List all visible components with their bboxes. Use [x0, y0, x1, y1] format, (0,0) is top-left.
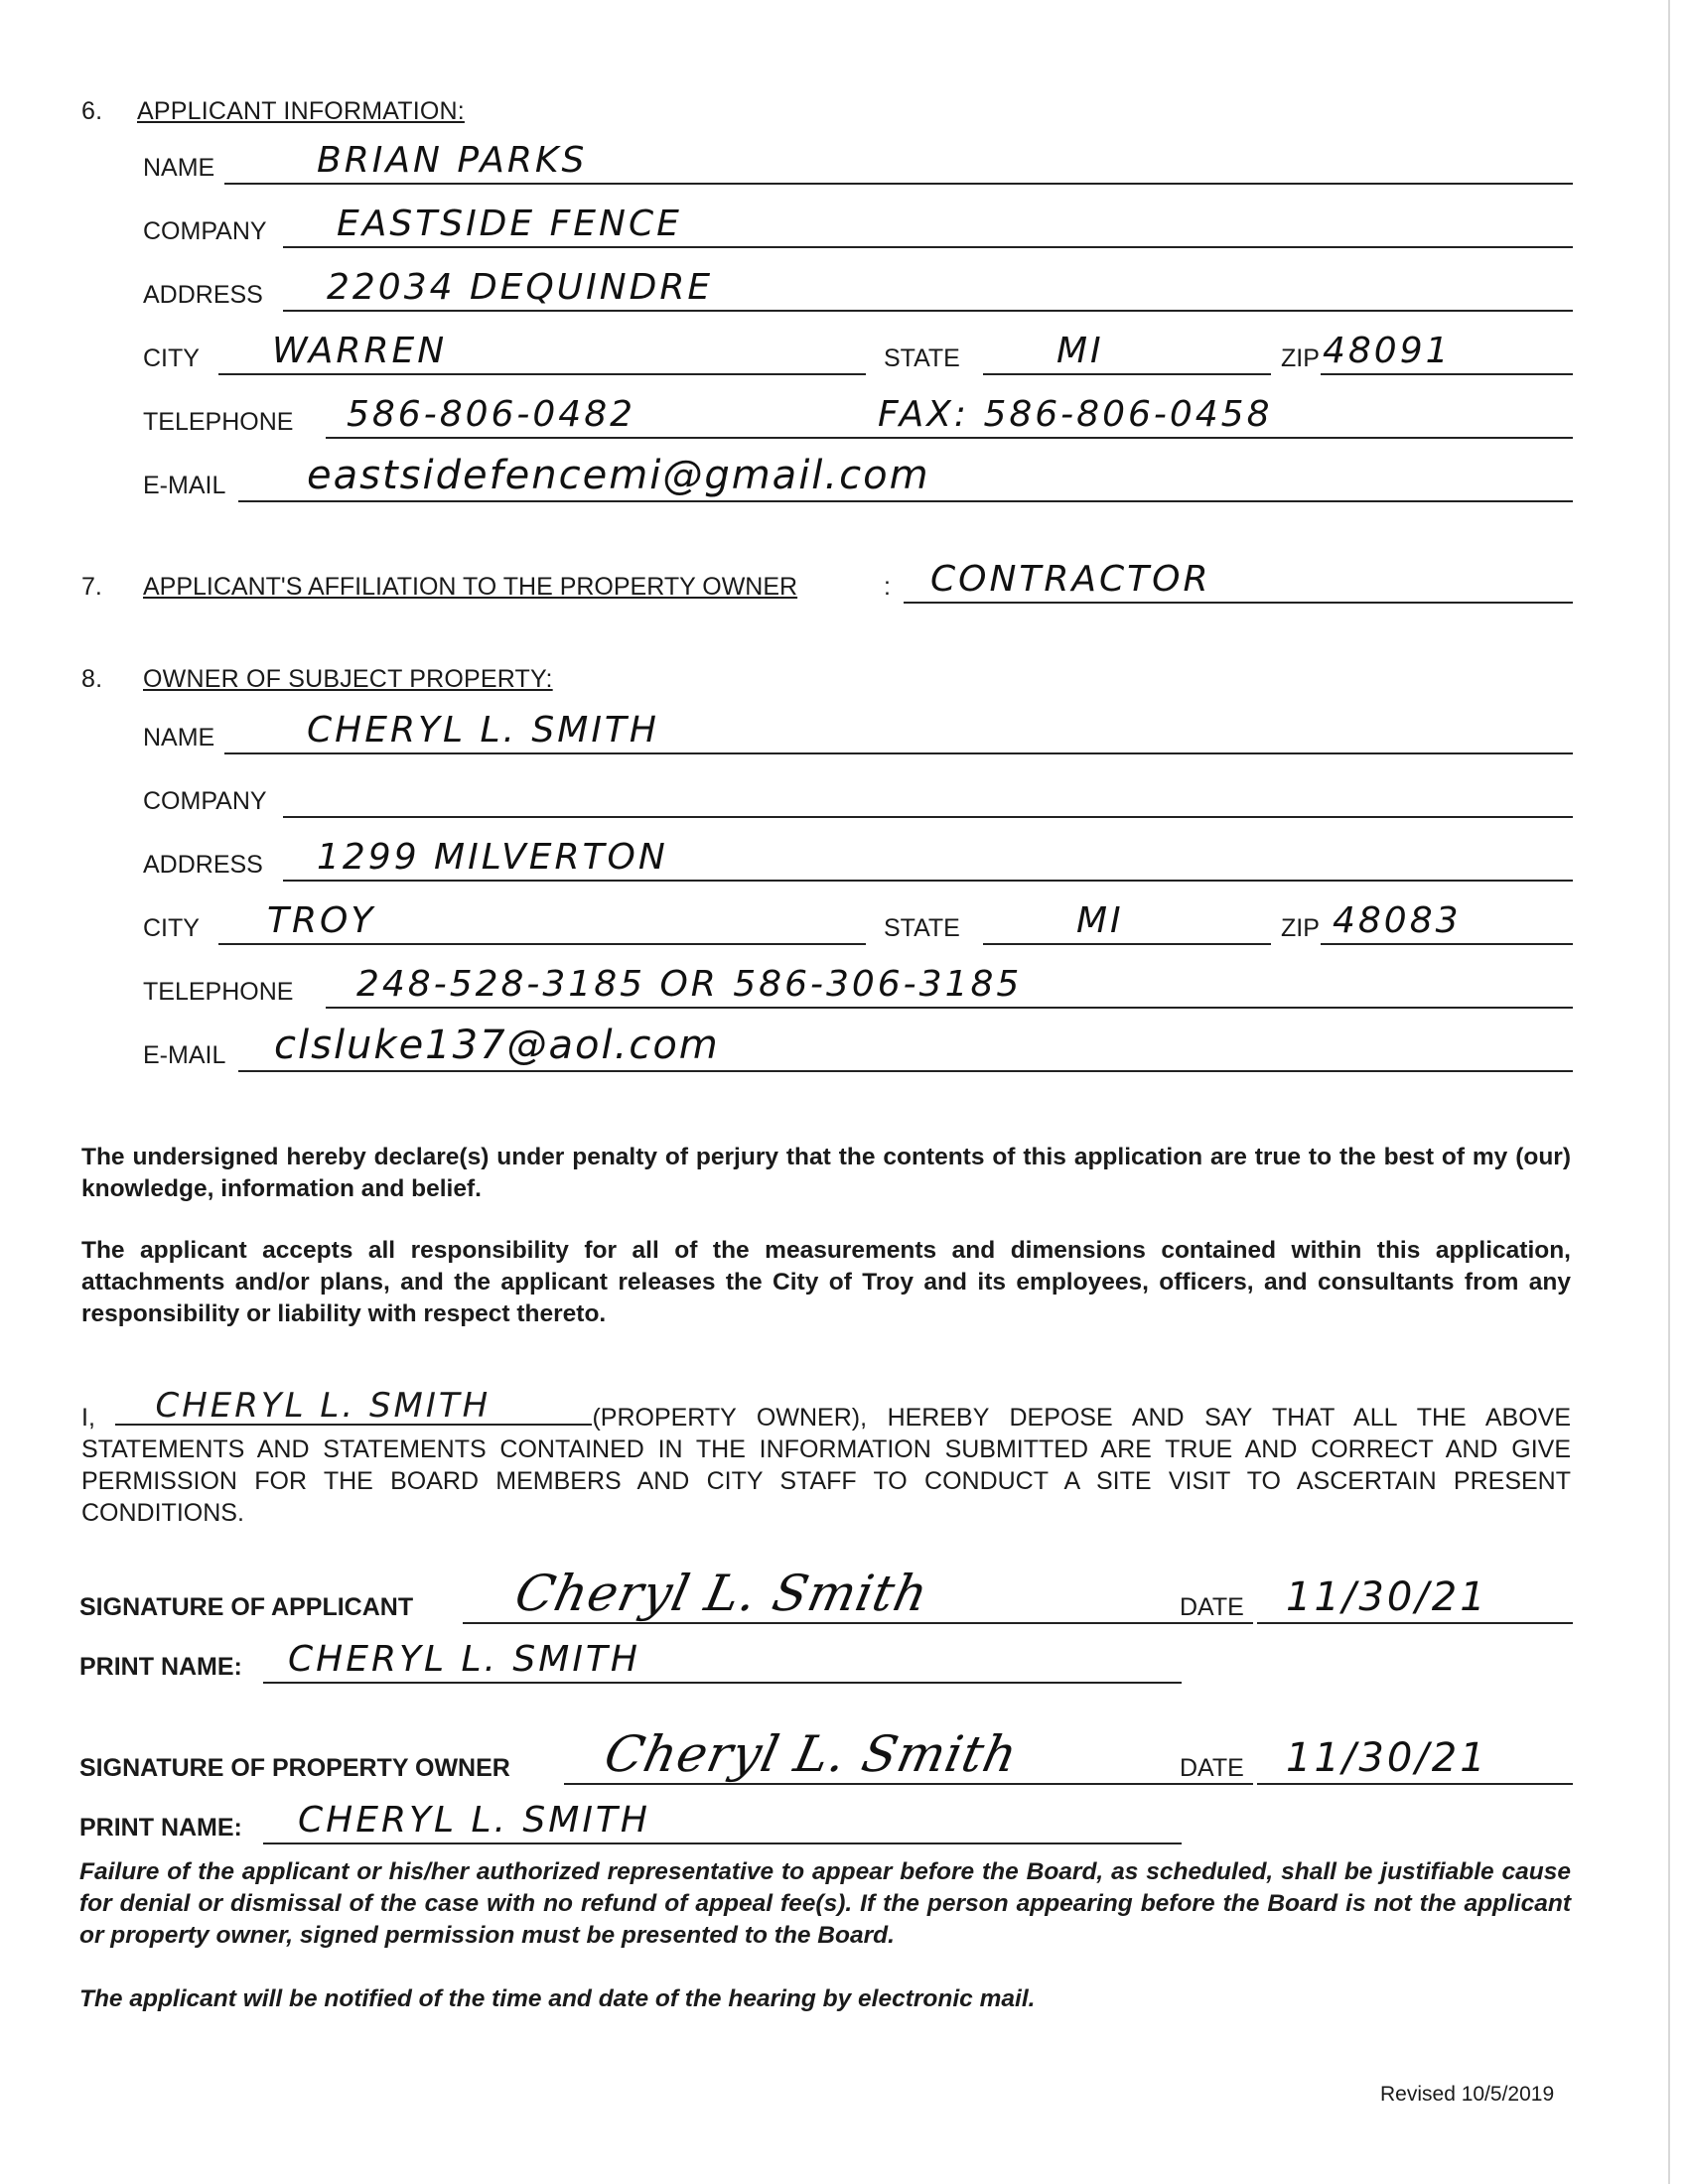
field-label: DATE: [1180, 1593, 1244, 1621]
applicant-fax-value: FAX: 586-806-0458: [878, 394, 1273, 435]
deposition-name-value: CHERYL L. SMITH: [155, 1386, 492, 1426]
field-label: STATE: [884, 914, 960, 942]
deposition-text: (PROPERTY OWNER), HEREBY DEPOSE AND SAY THAT ALL THE ABOVE STATEMENTS AND STATEMENTS CONTAINED IN THE INFORMATION SUBMITTED ARE TRUE AND CORRECT AND GIVE PERMISSION FOR THE BOARD MEMBERS AND CITY STAFF TO CONDUCT A SITE VISIT TO ASCERTAIN PRESENT CONDITIONS.: [81, 1404, 1572, 1527]
owner-name-row: [143, 710, 1573, 754]
applicant-city-row: [143, 331, 1573, 375]
field-line[interactable]: [1321, 943, 1573, 945]
failure-notice: Failure of the applicant or his/her authorized representative to appear before the Board, as scheduled, shall be justifiable cause for denial or dismissal of the case with no refund of appeal fee(s). If the person appearing before the Board is not the applicant or property owner, signed permission must be presented to the Board.: [79, 1858, 1571, 1949]
section-number: 6.: [81, 97, 103, 125]
field-label: PRINT NAME:: [79, 1814, 242, 1842]
applicant-signature: Cheryl L. Smith: [509, 1565, 934, 1622]
applicant-address-value: 22034 DEQUINDRE: [327, 267, 714, 308]
field-line[interactable]: [326, 1007, 1573, 1009]
field-label: TELEPHONE: [143, 978, 294, 1006]
field-line[interactable]: [983, 943, 1271, 945]
field-line[interactable]: [904, 602, 1573, 604]
applicant-company-value: EASTSIDE FENCE: [337, 204, 682, 244]
field-label: NAME: [143, 154, 215, 182]
colon-mark: :: [884, 573, 891, 601]
page-edge: [1668, 0, 1670, 2184]
owner-city-row: [143, 900, 1573, 945]
field-label: SIGNATURE OF APPLICANT: [79, 1593, 414, 1621]
section-number: 8.: [81, 665, 103, 693]
field-label: CITY: [143, 344, 200, 372]
affiliation-row: [81, 559, 1573, 604]
applicant-print-name-row: [79, 1638, 1182, 1684]
field-label: NAME: [143, 724, 215, 751]
perjury-statement: The undersigned hereby declare(s) under penalty of perjury that the contents of this application are true to the best of my (our) knowledge, information and belief.: [81, 1144, 1571, 1202]
owner-address-row: [143, 837, 1573, 882]
applicant-signature-date: 11/30/21: [1286, 1574, 1488, 1620]
affiliation-value: CONTRACTOR: [930, 559, 1211, 600]
applicant-address-row: [143, 267, 1573, 312]
section-title: APPLICANT INFORMATION:: [137, 97, 465, 125]
field-line[interactable]: [224, 752, 1573, 754]
applicant-city-value: WARREN: [272, 331, 448, 371]
responsibility-statement: The applicant accepts all responsibility for all of the measurements and dimensions contained within this application, attachments and/or plans, and the applicant releases the City of Troy and its employees, officers, and consultants from any responsibility or liability with respect thereto.: [81, 1237, 1571, 1327]
field-line[interactable]: [263, 1843, 1182, 1844]
owner-city-value: TROY: [267, 900, 376, 941]
field-label: SIGNATURE OF PROPERTY OWNER: [79, 1754, 510, 1782]
field-line[interactable]: [238, 500, 1573, 502]
deposition-statement: [81, 1386, 1572, 1529]
applicant-state-value: MI: [1056, 331, 1104, 371]
field-line[interactable]: [326, 437, 1573, 439]
field-line[interactable]: [218, 943, 866, 945]
field-label: ZIP: [1281, 914, 1320, 942]
field-label: ADDRESS: [143, 281, 263, 309]
applicant-print-name-value: CHERYL L. SMITH: [288, 1639, 640, 1680]
field-label: E-MAIL: [143, 1041, 226, 1069]
owner-zip-value: 48083: [1333, 900, 1462, 941]
field-label: COMPANY: [143, 217, 267, 245]
owner-email-row: [143, 1023, 1573, 1072]
owner-address-value: 1299 MILVERTON: [317, 837, 668, 878]
notification-notice: The applicant will be notified of the time and date of the hearing by electronic mail.: [79, 1985, 1036, 2012]
field-line[interactable]: [283, 816, 1573, 818]
field-line[interactable]: [283, 880, 1573, 882]
applicant-name-row: [143, 140, 1573, 185]
owner-telephone-value: 248-528-3185 OR 586-306-3185: [356, 964, 1023, 1005]
field-line[interactable]: [983, 373, 1271, 375]
owner-state-value: MI: [1076, 900, 1124, 941]
field-line[interactable]: [283, 246, 1573, 248]
applicant-telephone-value: 586-806-0482: [347, 394, 636, 435]
deposition-name-field[interactable]: [115, 1386, 592, 1426]
field-line[interactable]: [1321, 373, 1573, 375]
section-title: OWNER OF SUBJECT PROPERTY:: [143, 665, 553, 693]
applicant-signature-row: [79, 1565, 1573, 1624]
section-title: APPLICANT'S AFFILIATION TO THE PROPERTY OWNER: [143, 573, 798, 601]
field-label: CITY: [143, 914, 200, 942]
field-label: E-MAIL: [143, 472, 226, 499]
field-line[interactable]: [263, 1682, 1182, 1684]
field-label: COMPANY: [143, 787, 267, 815]
field-line[interactable]: [224, 183, 1573, 185]
signature-line[interactable]: [463, 1622, 1253, 1624]
date-line[interactable]: [1257, 1783, 1573, 1785]
field-line[interactable]: [218, 373, 866, 375]
revision-date: Revised 10/5/2019: [1380, 2083, 1555, 2106]
owner-name-value: CHERYL L. SMITH: [307, 710, 659, 751]
owner-signature: Cheryl L. Smith: [599, 1725, 1024, 1783]
applicant-zip-value: 48091: [1323, 331, 1452, 371]
field-label: TELEPHONE: [143, 408, 294, 436]
deposition-prefix: I,: [81, 1404, 95, 1432]
owner-signature-row: [79, 1725, 1573, 1785]
section-number: 7.: [81, 573, 102, 601]
field-label: PRINT NAME:: [79, 1653, 242, 1681]
signature-line[interactable]: [564, 1783, 1253, 1785]
field-line[interactable]: [238, 1070, 1573, 1072]
field-label: DATE: [1180, 1754, 1244, 1782]
applicant-company-row: [143, 204, 1573, 248]
owner-signature-date: 11/30/21: [1286, 1735, 1488, 1781]
field-label: ADDRESS: [143, 851, 263, 879]
applicant-email-row: [143, 453, 1573, 502]
owner-print-name-row: [79, 1799, 1182, 1844]
applicant-name-value: BRIAN PARKS: [317, 140, 588, 181]
field-label: ZIP: [1281, 344, 1320, 372]
field-label: STATE: [884, 344, 960, 372]
applicant-email-value: eastsidefencemi@gmail.com: [307, 453, 930, 498]
date-line[interactable]: [1257, 1622, 1573, 1624]
field-line[interactable]: [283, 310, 1573, 312]
owner-company-row: [143, 778, 1573, 818]
owner-telephone-row: [143, 964, 1573, 1009]
applicant-telephone-row: [143, 394, 1573, 439]
owner-print-name-value: CHERYL L. SMITH: [298, 1800, 650, 1841]
owner-email-value: clsluke137@aol.com: [274, 1023, 720, 1068]
